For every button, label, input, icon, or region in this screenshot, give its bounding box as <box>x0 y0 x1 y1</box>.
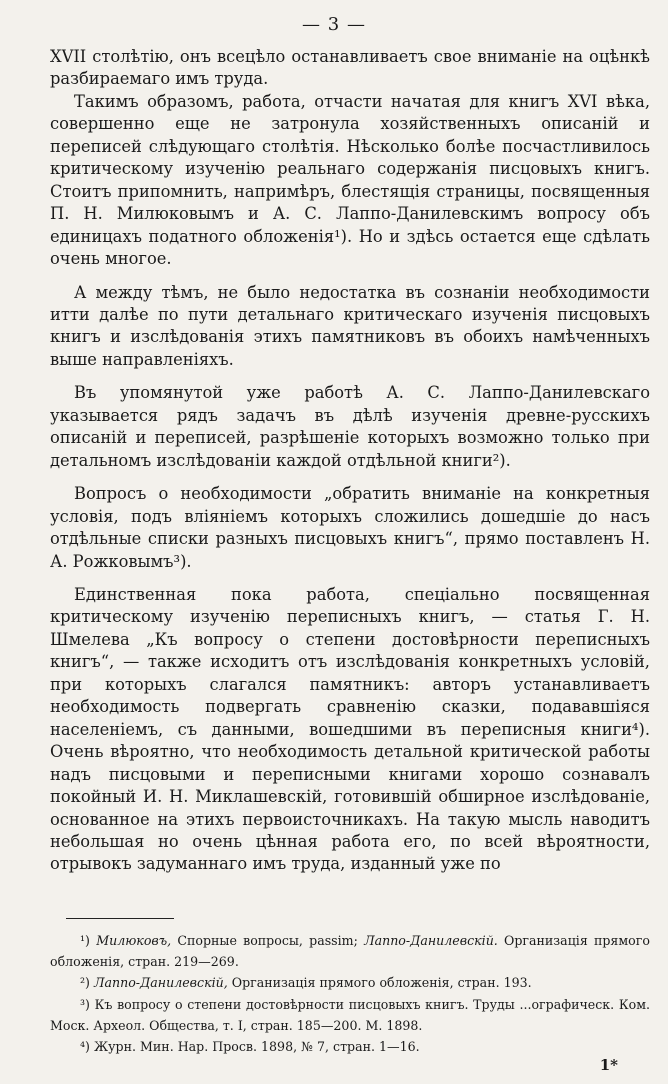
footnote-mark: ³) <box>80 996 90 1012</box>
paragraph-2: Такимъ образомъ, работа, отчасти начатая для книгъ XVI вѣка, совершенно еще не затронула хозяйственныхъ описаній и переписей слѣдующаго столѣтія. Нѣсколько болѣе посчастливилось критическому изученію реальнаго содержанія писцовыхъ книгъ. Стоитъ припомнить, напримѣръ, блестящія страницы, посвященныя П. Н. Милюковымъ и А. С. Лаппо-Данилевскимъ вопросу объ единицахъ податного обложенія¹). Но и здѣсь остается еще сдѣлать очень многое. <box>50 91 650 269</box>
main-text <box>50 46 650 876</box>
signature-mark: 1* <box>599 1056 618 1074</box>
paragraph-6: Единственная пока работа, спеціально посвященная критическому изученію переписныхъ книгъ, — статья Г. Н. Шмелева „Къ вопросу о степени достовѣрности переписныхъ книгъ“, — также исходитъ отъ изслѣдованія конкретныхъ условій, при которыхъ слагался памятникъ: авторъ устанавливаетъ необходимость подвергать сравненію сказки, подававшіяся населеніемъ, съ данными, вошедшими въ переписныя книги⁴). Очень вѣроятно, что необходимость детальной критической работы надъ писцовыми и переписными книгами хорошо сознавалъ покойный И. Н. Миклашевскій, готовившій обширное изслѣдованіе, основанное на этихъ первоисточникахъ. На такую мысль наводитъ небольшая но очень цѣнная работа его, по всей вѣроятности, отрывокъ задуманнаго имъ труда, изданный уже по <box>50 584 650 874</box>
paragraph-1: XVII столѣтію, онъ всецѣло останавливаетъ свое вниманіе на оцѣнкѣ разбираемаго имъ труда. <box>50 47 650 89</box>
footnote-3 <box>50 994 650 1036</box>
paragraph-5: Вопросъ о необходимости „обратить вниманіе на конкретныя условія, подъ вліяніемъ которыхъ сложились дошедшіе до насъ отдѣльные списки разныхъ писцовыхъ книгъ“, прямо поставленъ Н. А. Рожковымъ³). <box>50 484 650 571</box>
footnote-text: Организація прямого обложенія, стран. 193. <box>231 975 532 991</box>
footnote-text: Организація прямого обложенія, стран. 219—269. <box>50 933 650 970</box>
footnote-author: Милюковъ, <box>96 933 172 948</box>
footnote-mark: ⁴) <box>80 1039 90 1055</box>
footnote-mark: ²) <box>80 975 90 991</box>
footnotes <box>50 930 650 1057</box>
page-number: — 3 — <box>302 14 366 35</box>
footnote-1 <box>50 930 650 972</box>
footnote-divider <box>66 918 174 919</box>
footnote-4 <box>50 1036 650 1057</box>
footnote-2 <box>50 972 650 993</box>
paragraph-3: А между тѣмъ, не было недостатка въ сознаніи необходимости итти далѣе по пути детальнаго критическаго изученія писцовыхъ книгъ и изслѣдованія этихъ памятниковъ въ обоихъ намѣченныхъ выше направленіяхъ. <box>50 282 650 369</box>
footnote-text: Спорные вопросы, passim; <box>177 933 358 948</box>
footnote-text: Журн. Мин. Нар. Просв. 1898, № 7, стран. 1—16. <box>93 1039 420 1055</box>
footnote-author: Лаппо-Данилевскій, <box>93 975 228 991</box>
footnote-author: Лаппо-Данилевскій. <box>364 933 498 948</box>
footnote-text: Къ вопросу о степени достовѣрности писцовыхъ книгъ. Труды ...ографическ. Ком. Моск. Археол. Общества, т. I, стран. 185—200. М. 1898. <box>50 996 650 1033</box>
footnote-mark: ¹) <box>80 933 90 948</box>
paragraph-4: Въ упомянутой уже работѣ А. С. Лаппо-Данилевскаго указывается рядъ задачъ въ дѣлѣ изученія древне-русскихъ описаній и переписей, разрѣшеніе которыхъ возможно только при детальномъ изслѣдованіи каждой отдѣльной книги²). <box>50 383 650 470</box>
